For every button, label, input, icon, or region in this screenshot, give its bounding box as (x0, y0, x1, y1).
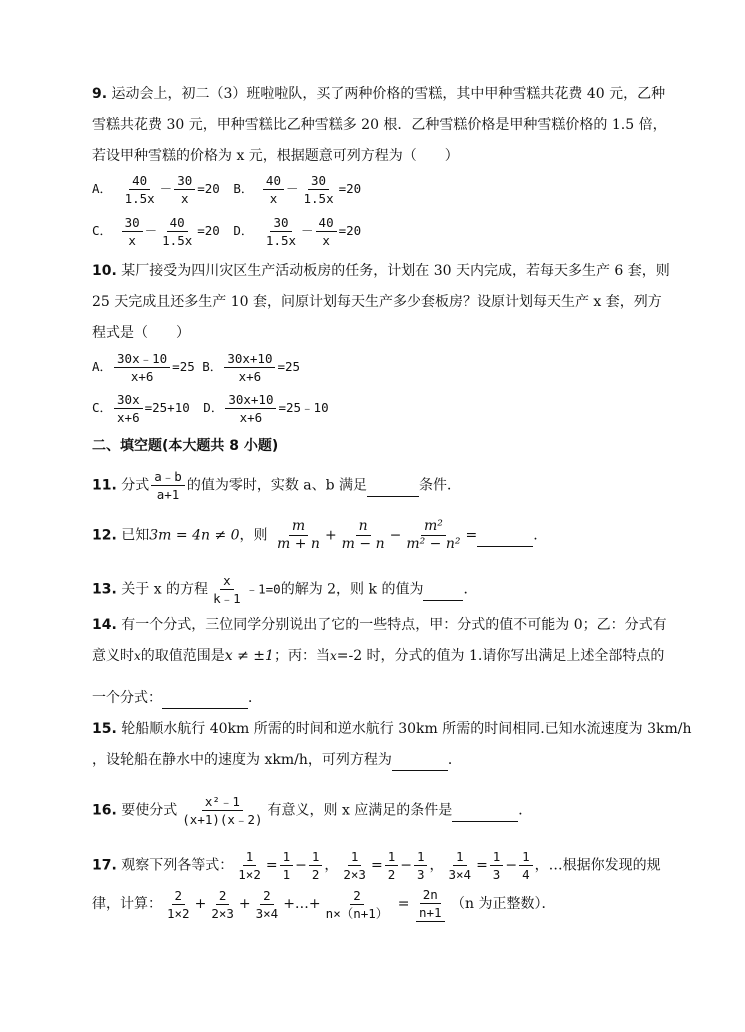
q13-answer-blank[interactable] (423, 580, 463, 601)
q10-number: 10. (92, 263, 117, 279)
q13-line: 13. 关于 x 的方程 $\frac{x}{k﹣1}$ ﹣1=0的解为 2，则 k 的值为 ． (92, 573, 478, 606)
q14-answer-blank[interactable] (162, 688, 248, 709)
q11-line: 11. 分式 $\frac{a﹣b}{a+1}$ 的值为零时，实数 a、b 满足 条件． (92, 469, 462, 502)
q15-line-1: 15. 轮船顺水航行 40km 所需的时间和逆水航行 30km 所需的时间相同.已知水流速度为 3km/h (92, 721, 692, 737)
q14-line-1: 14. 有一个分式，三位同学分别说出了它的一些特点，甲：分式的值不可能为 0；乙：分式有 (92, 617, 667, 633)
q10-option-b[interactable]: B． $\frac{30x+10}{x+6}$ =25 (202, 351, 301, 384)
q14-number: 14. (92, 617, 117, 633)
q16-line: 16. 要使分式 $\frac{\text{x²﹣1}}{(x+1)(x﹣2)}$ 有意义，则 x 应满足的条件是 ． (92, 794, 533, 827)
q9-option-c[interactable]: C． $\frac{30}{x}$ － $\frac{40}{1.5x}$ =20 (92, 215, 220, 248)
q13-number: 13. (92, 581, 117, 598)
q10-options-cd (92, 391, 329, 426)
q14-line-3: 一个分式： ． (92, 688, 262, 709)
q9-text-1: 运动会上，初二（3）班啦啦队，买了两种价格的雪糕，其中甲种雪糕共花费 40 元，乙种 (111, 86, 666, 102)
q10-line-3: 程式是（ ） (92, 325, 190, 341)
q12-line: 12. 已知3m = 4n ≠ 0，则 $\frac{m}{m + n}$ + $\frac{n}{m - n}$ − $\frac{\text{m²}}{\text{m² − n²}}$ = . (92, 518, 538, 552)
q9-line-2: 雪糕共花费 30 元，甲种雪糕比乙种雪糕多 20 根．乙种雪糕价格是甲种雪糕价格的 1.5 倍， (92, 117, 667, 133)
q15-line-2: ，设轮船在静水中的速度为 xkm/h，可列方程为 ． (92, 750, 462, 771)
q9-options-ab (92, 172, 361, 207)
q17-line-2: 律，计算： $\frac{2}{1\times 2}$ + $\frac{2}{2\times 3}$ + $\frac{2}{3\times 4}$ +…+ $\frac{2}{n\times(n+1)}$ = $\frac{2n}{n+1}$ （n 为正整数）． (92, 887, 556, 921)
q10-text-1: 某厂接受为四川灾区生产活动板房的任务，计划在 30 天内完成，若每天多生产 6 套，则 (121, 263, 670, 279)
q9-option-b[interactable]: B． $\frac{40}{x}$ － $\frac{30}{1.5x}$ =20 (233, 173, 362, 206)
q14-line-2: 意义时x的取值范围是x ≠ ±1；丙：当x=-2 时，分式的值为 1.请你写出满足上述全部特点的 (92, 648, 665, 664)
q12-answer-blank[interactable] (477, 526, 533, 547)
q17-answer[interactable]: $\frac{2n}{n+1}$ (416, 886, 445, 922)
q10-line-2: 25 天完成且还多生产 10 套，问原计划每天生产多少套板房？设原计划每天生产 x 套，列方 (92, 294, 662, 310)
q10-option-a[interactable]: A． $\frac{30x﹣10}{x+6}$ =25 (92, 351, 195, 384)
q11-answer-blank[interactable] (367, 476, 419, 497)
q12-number: 12. (92, 527, 117, 544)
q9-line-1 (92, 84, 665, 104)
q11-number: 11. (92, 477, 117, 494)
q17-line-1: 17. 观察下列各等式： $\frac{1}{1\times 2}$ = $\frac{1}{1}$ − $\frac{1}{2}$ ， $\frac{1}{2\times 3}$ = $\frac{1}{2}$ − $\frac{1}{3}$ ， $\frac{1}{3\times 4}$ = $\frac{1}{3}$ − $\frac{1}{4}$ ，…根据你发现的规 (92, 849, 661, 882)
q16-number: 16. (92, 802, 117, 819)
q9-option-d[interactable]: D． $\frac{30}{1.5x}$ － $\frac{40}{x}$ =20 (233, 215, 362, 248)
q16-answer-blank[interactable] (452, 801, 518, 822)
q15-number: 15. (92, 721, 117, 737)
q9-number: 9. (92, 86, 108, 102)
q17-eq1-lhs: $\frac{1}{1\times 2}$ (238, 849, 261, 882)
q9-option-a[interactable]: A． $\frac{40}{1.5x}$ － $\frac{30}{x}$ =20 (92, 173, 220, 206)
q9-line-3: 若设甲种雪糕的价格为 x 元，根据题意可列方程为（ ） (92, 148, 459, 164)
q15-answer-blank[interactable] (392, 750, 448, 771)
section-heading: 二、填空题(本大题共 8 小题) (92, 438, 279, 454)
q10-option-c[interactable]: C． $\frac{30x}{x+6}$ =25+10 (92, 392, 190, 425)
q17-number: 17. (92, 857, 117, 874)
q9-options-cd (92, 214, 361, 249)
q10-option-d[interactable]: D． $\frac{30x+10}{x+6}$ =25﹣10 (203, 392, 329, 425)
q10-options-ab (92, 350, 300, 385)
q10-line-1 (92, 261, 670, 281)
